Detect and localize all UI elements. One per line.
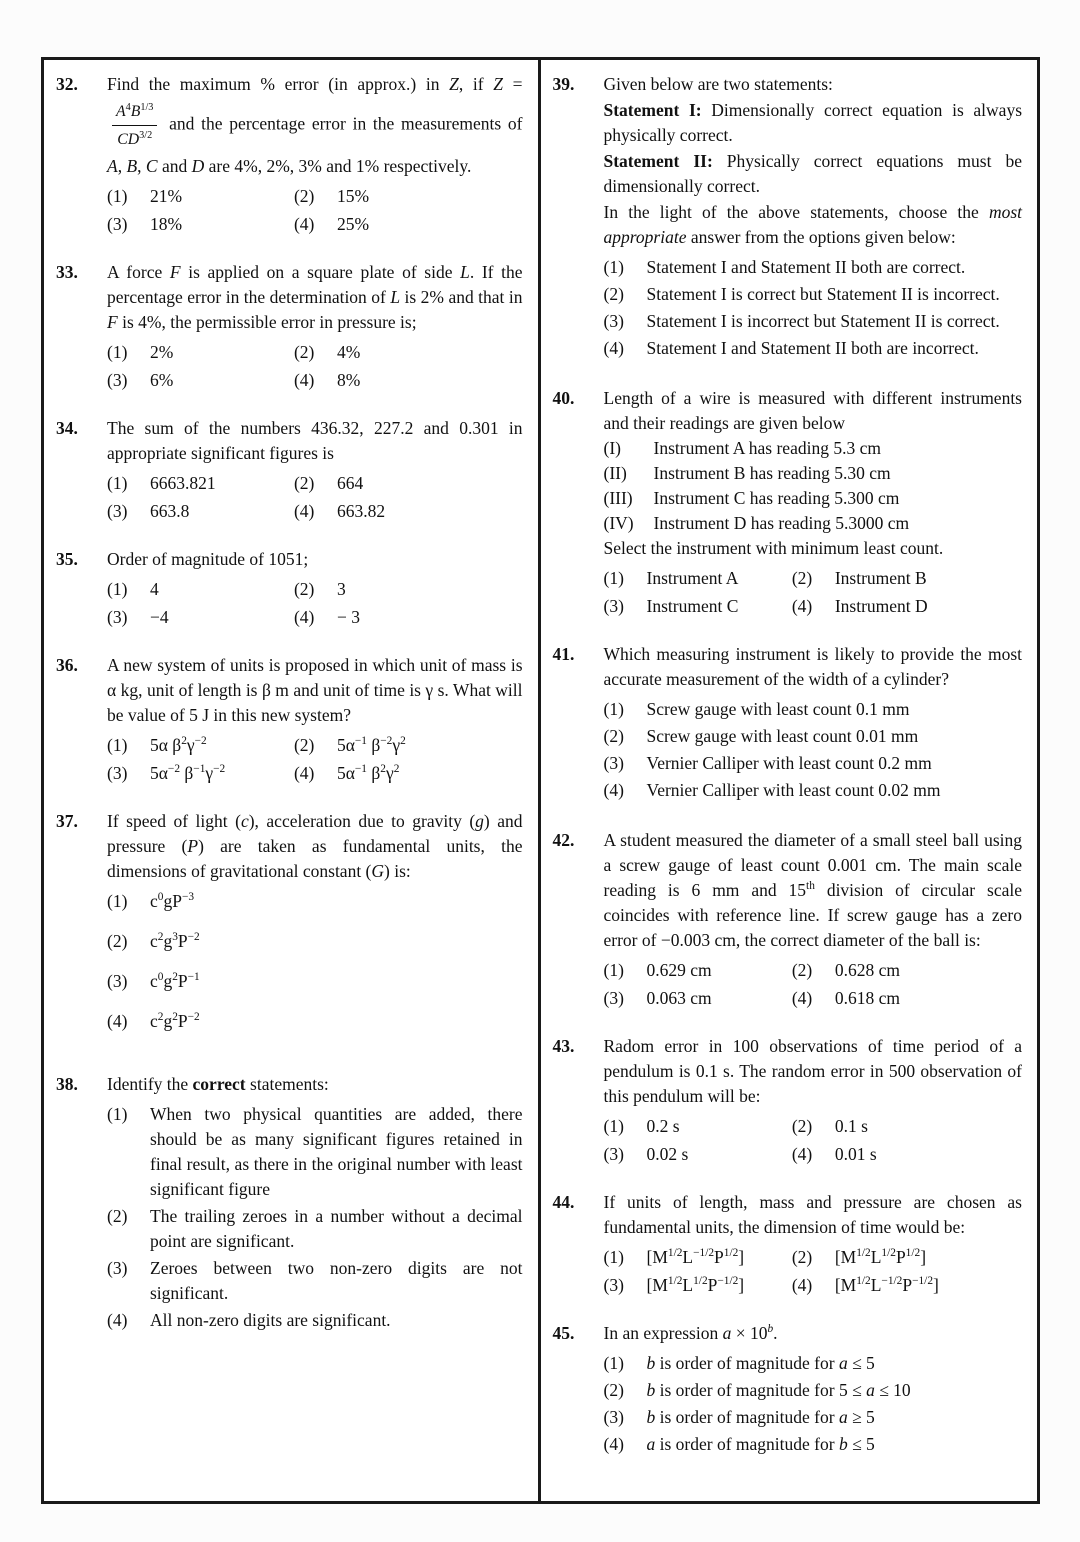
column-right	[541, 60, 1038, 1501]
option-text: Instrument D	[834, 596, 928, 616]
question-text: Identify the correct statements:	[107, 1074, 329, 1094]
option	[604, 986, 792, 1011]
option-text: 0.628 cm	[834, 960, 900, 980]
option-text: Instrument A	[646, 568, 739, 588]
option	[107, 1204, 523, 1254]
option-text: 6%	[150, 370, 174, 390]
option-text: $[M^{1/2}L^{-1/2}P^{-1/2}]$	[834, 1275, 939, 1295]
question-q40	[553, 386, 1023, 619]
option	[107, 1256, 523, 1306]
option-label: (2)	[107, 931, 128, 951]
question-number: 44.	[552, 1192, 575, 1212]
question-q43	[553, 1034, 1023, 1167]
option-label: (3)	[603, 596, 624, 616]
options	[604, 697, 1023, 803]
option-label: (2)	[603, 726, 624, 746]
option	[604, 255, 1023, 280]
statement-text: Instrument D has reading 5.3000 cm	[653, 513, 910, 533]
question-number: 32.	[56, 74, 78, 94]
option-text: Statement I and Statement II both are incorrect.	[646, 338, 979, 358]
option	[294, 212, 523, 237]
option-label: (3)	[603, 311, 624, 331]
option-text: a is order of magnitude for b ≤ 5	[646, 1434, 875, 1454]
question-text: Statement II: Physically correct equations must be dimensionally correct.	[603, 151, 1022, 196]
option	[604, 1114, 792, 1139]
options	[604, 255, 1023, 361]
option	[107, 499, 294, 524]
option	[294, 340, 523, 365]
option	[604, 282, 1023, 307]
question-body	[604, 1034, 1023, 1167]
option	[604, 1351, 1023, 1376]
option-label: (4)	[293, 607, 315, 627]
option-label: (2)	[791, 1247, 813, 1267]
option-text: $5\alpha^{-1}$ $\beta^2\gamma^2$	[336, 763, 400, 783]
option	[107, 577, 294, 602]
option	[107, 184, 294, 209]
question-q35	[56, 547, 523, 630]
question-number: 36.	[56, 655, 78, 675]
option-label: (2)	[603, 284, 624, 304]
option-text: $5\alpha^{-1}$ $\beta^{-2}\gamma^2$	[336, 735, 406, 755]
option-text: All non-zero digits are significant.	[150, 1310, 391, 1330]
option	[792, 1142, 1022, 1167]
option-label: (3)	[603, 753, 624, 773]
option	[604, 336, 1023, 361]
option-label: (3)	[107, 214, 128, 234]
option	[294, 184, 523, 209]
option-text: 25%	[336, 214, 370, 234]
question-number: 39.	[552, 74, 575, 94]
option	[604, 1142, 792, 1167]
option-label: (4)	[603, 338, 624, 358]
option	[107, 1009, 523, 1034]
option-text: 4%	[336, 342, 361, 362]
option-text: 0.01 s	[834, 1144, 877, 1164]
question-text: Select the instrument with minimum least count.	[603, 538, 944, 558]
question-number: 41.	[552, 644, 575, 664]
option-text: $[M^{1/2}L^{1/2}P^{-1/2}]$	[646, 1275, 745, 1295]
option-label: (1)	[603, 699, 624, 719]
option-label: (1)	[603, 960, 624, 980]
option	[792, 1114, 1022, 1139]
option-text: Statement I is correct but Statement II is incorrect.	[646, 284, 1000, 304]
question-number: 37.	[56, 811, 78, 831]
option-text: 0.618 cm	[834, 988, 900, 1008]
option	[604, 1245, 792, 1270]
question-body	[604, 1190, 1023, 1298]
question-text: A force F is applied on a square plate of side L. If the percentage error in the determination of L is 2% and that in F is 4%, the permissible error in pressure is;	[107, 262, 523, 332]
option	[604, 724, 1023, 749]
question-number: 42.	[552, 830, 575, 850]
option-label: (4)	[293, 501, 315, 521]
option-text: Screw gauge with least count 0.1 mm	[646, 699, 910, 719]
option	[604, 751, 1023, 776]
option-text: 3	[336, 579, 346, 599]
question-number: 45.	[552, 1323, 575, 1343]
option-label: (4)	[791, 988, 813, 1008]
option-text: b is order of magnitude for a ≤ 5	[646, 1353, 875, 1373]
option	[107, 605, 294, 630]
option	[294, 577, 523, 602]
option	[294, 368, 523, 393]
options	[604, 1351, 1023, 1457]
option-label: (2)	[293, 342, 315, 362]
option-label: (4)	[293, 370, 315, 390]
option-text: $c^2g^3P^{-2}$	[150, 931, 200, 951]
option	[107, 1308, 523, 1333]
option-text: Vernier Calliper with least count 0.2 mm	[646, 753, 932, 773]
option-label: (1)	[107, 579, 128, 599]
options	[107, 889, 523, 1034]
question-text: Given below are two statements:	[603, 74, 833, 94]
option-text: When two physical quantities are added, there should be as many significant figures retained in final result, as there in the original number with least significant figure	[150, 1104, 523, 1199]
option	[604, 566, 792, 591]
statement-label: (IV)	[603, 513, 634, 533]
option	[107, 1102, 523, 1202]
option-text: 15%	[336, 186, 370, 206]
question-number: 43.	[552, 1036, 575, 1056]
question-text: Statement I: Dimensionally correct equation is always physically correct.	[603, 100, 1023, 145]
question-body	[604, 1321, 1023, 1459]
options	[604, 1114, 1023, 1167]
option-text: 8%	[336, 370, 361, 390]
option	[604, 594, 792, 619]
options	[107, 184, 523, 237]
statement-label: (III)	[603, 488, 633, 508]
option	[792, 566, 1022, 591]
question-body	[107, 1072, 523, 1335]
option-text: Instrument C	[646, 596, 739, 616]
statement-text: Instrument C has reading 5.300 cm	[653, 488, 900, 508]
option-text: 6663.821	[150, 473, 216, 493]
option-label: (3)	[603, 988, 624, 1008]
statement-text: Instrument B has reading 5.30 cm	[653, 463, 891, 483]
option	[107, 969, 523, 994]
option-text: 664	[336, 473, 364, 493]
statement-label: (I)	[603, 438, 621, 458]
question-body	[107, 653, 523, 786]
option-text: b is order of magnitude for 5 ≤ a ≤ 10	[646, 1380, 911, 1400]
option	[294, 471, 523, 496]
option-label: (4)	[791, 596, 813, 616]
option-text: 18%	[150, 214, 183, 234]
option-label: (2)	[293, 473, 315, 493]
option	[107, 212, 294, 237]
option	[604, 1405, 1023, 1430]
option-text: 0.063 cm	[646, 988, 712, 1008]
option-label: (4)	[603, 1434, 624, 1454]
statement-item	[604, 461, 1023, 486]
question-body	[107, 547, 523, 630]
option	[604, 778, 1023, 803]
option-text: Vernier Calliper with least count 0.02 mm	[646, 780, 941, 800]
option-label: (3)	[603, 1144, 624, 1164]
question-q32	[56, 72, 523, 237]
question-text: Order of magnitude of 1051;	[107, 549, 309, 569]
option-label: (4)	[791, 1275, 813, 1295]
option-text: The trailing zeroes in a number without a decimal point are significant.	[150, 1206, 523, 1251]
option	[792, 1273, 1022, 1298]
option-label: (4)	[107, 1011, 128, 1031]
option-text: 4	[150, 579, 159, 599]
option	[294, 733, 523, 758]
options	[107, 471, 523, 524]
option	[294, 499, 523, 524]
question-text: In an expression $a \times 10^b$.	[603, 1323, 778, 1343]
option-label: (2)	[603, 1380, 624, 1400]
option-text: $c^2g^2P^{-2}$	[150, 1011, 200, 1031]
statement-item	[604, 511, 1023, 536]
question-q37	[56, 809, 523, 1049]
option-label: (2)	[293, 186, 315, 206]
options	[107, 577, 523, 630]
option-label: (1)	[603, 1116, 624, 1136]
option-label: (1)	[107, 473, 128, 493]
question-number: 38.	[56, 1074, 78, 1094]
option-label: (1)	[107, 342, 128, 362]
option-text: Statement I is incorrect but Statement II is correct.	[646, 311, 1000, 331]
option-text: $[M^{1/2}L^{1/2}P^{1/2}]$	[834, 1247, 927, 1267]
option-label: (1)	[107, 735, 128, 755]
option	[107, 368, 294, 393]
column-left	[44, 60, 541, 1501]
option-label: (2)	[293, 579, 315, 599]
option-text: 663.82	[336, 501, 386, 521]
option-label: (2)	[107, 1206, 128, 1226]
option-label: (1)	[107, 186, 128, 206]
question-q45	[553, 1321, 1023, 1459]
question-body	[604, 386, 1023, 619]
question-number: 34.	[56, 418, 78, 438]
option	[604, 309, 1023, 334]
option	[294, 605, 523, 630]
option-text: 663.8	[150, 501, 190, 521]
option-text: $c^0g^2P^{-1}$	[150, 971, 200, 991]
question-body	[107, 72, 523, 237]
option-label: (3)	[107, 1258, 128, 1278]
statement-item	[604, 486, 1023, 511]
question-q44	[553, 1190, 1023, 1298]
option-text: 0.1 s	[834, 1116, 868, 1136]
option-label: (1)	[603, 1353, 624, 1373]
option-text: 0.02 s	[646, 1144, 689, 1164]
question-body	[107, 416, 523, 524]
option-text: Statement I and Statement II both are correct.	[646, 257, 966, 277]
option-text: 5α $\beta^2\gamma^{-2}$	[150, 735, 207, 755]
option	[792, 986, 1022, 1011]
option-text: 21%	[150, 186, 183, 206]
option-label: (1)	[603, 568, 624, 588]
option-text: b is order of magnitude for a ≥ 5	[646, 1407, 875, 1427]
question-number: 33.	[56, 262, 78, 282]
option	[107, 761, 294, 786]
option-text: − 3	[336, 607, 360, 627]
option	[604, 1432, 1023, 1457]
question-body	[107, 809, 523, 1049]
option	[107, 733, 294, 758]
question-text: Which measuring instrument is likely to provide the most accurate measurement of the width of a cylinder?	[603, 644, 1022, 689]
question-body	[107, 260, 523, 393]
option-label: (2)	[791, 568, 813, 588]
statement-item	[604, 436, 1023, 461]
option-label: (3)	[107, 607, 128, 627]
statement-text: Instrument A has reading 5.3 cm	[653, 438, 881, 458]
question-q41	[553, 642, 1023, 805]
question-text: Find the maximum % error (in approx.) in Z, if Z = $\frac{A^4B^{1/3}}{CD^{3/2}}$ and the percentage error in the measurements of A, B, C and D are 4%, 2%, 3% and 1% respectively.	[107, 74, 523, 176]
question-number: 40.	[552, 388, 575, 408]
option-label: (2)	[293, 735, 315, 755]
option-label: (1)	[107, 891, 128, 911]
option	[792, 1245, 1022, 1270]
question-q34	[56, 416, 523, 524]
option-label: (4)	[293, 214, 315, 234]
options	[107, 1102, 523, 1333]
option-label: (1)	[603, 1247, 624, 1267]
exam-sheet	[41, 57, 1040, 1504]
option-label: (4)	[107, 1310, 128, 1330]
option	[792, 958, 1022, 983]
option-label: (3)	[107, 971, 128, 991]
question-q36	[56, 653, 523, 786]
option-label: (3)	[603, 1275, 624, 1295]
option-text: $[M^{1/2}L^{-1/2}P^{1/2}]$	[646, 1247, 745, 1267]
question-q42	[553, 828, 1023, 1011]
option-label: (3)	[603, 1407, 624, 1427]
option-text: Zeroes between two non-zero digits are not significant.	[150, 1258, 523, 1303]
question-text: If units of length, mass and pressure are chosen as fundamental units, the dimension of time would be:	[603, 1192, 1022, 1237]
option-label: (2)	[791, 960, 813, 980]
options	[107, 733, 523, 786]
option	[107, 889, 523, 914]
option-text: $5\alpha^{-2}$ $\beta^{-1}\gamma^{-2}$	[150, 763, 226, 783]
option-text: $c^0gP^{-3}$	[150, 891, 195, 911]
question-body	[604, 72, 1023, 363]
question-text: The sum of the numbers 436.32, 227.2 and 0.301 in appropriate significant figures is	[107, 418, 523, 463]
option	[604, 958, 792, 983]
option-label: (2)	[791, 1116, 813, 1136]
question-text: In the light of the above statements, choose the most appropriate answer from the options given below:	[603, 202, 1022, 247]
option	[107, 929, 523, 954]
option-text: 0.2 s	[646, 1116, 680, 1136]
question-q38	[56, 1072, 523, 1335]
question-text: A new system of units is proposed in which unit of mass is α kg, unit of length is β m and unit of time is γ s. What will be value of 5 J in this new system?	[107, 655, 523, 725]
question-text: A student measured the diameter of a small steel ball using a screw gauge of least count 0.001 cm. The main scale reading is 6 mm and 15th division of circular scale coincides with reference line. If screw gauge has a zero error of −0.003 cm, the correct diameter of the ball is:	[603, 830, 1022, 950]
option-label: (4)	[293, 763, 315, 783]
option-label: (4)	[603, 780, 624, 800]
option-text: Instrument B	[834, 568, 927, 588]
options	[604, 566, 1023, 619]
option	[107, 340, 294, 365]
option-text: −4	[150, 607, 169, 627]
option-text: 0.629 cm	[646, 960, 712, 980]
option-text: 2%	[150, 342, 174, 362]
option-label: (1)	[603, 257, 624, 277]
option	[107, 471, 294, 496]
question-q33	[56, 260, 523, 393]
statement-label: (II)	[603, 463, 627, 483]
option-label: (3)	[107, 763, 128, 783]
option	[604, 1378, 1023, 1403]
option	[604, 697, 1023, 722]
question-number: 35.	[56, 549, 78, 569]
option	[294, 761, 523, 786]
question-body	[604, 828, 1023, 1011]
question-q39	[553, 72, 1023, 363]
question-text: If speed of light (c), acceleration due to gravity (g) and pressure (P) are taken as fundamental units, the dimensions of gravitational constant (G) is:	[107, 811, 523, 881]
question-text: Length of a wire is measured with different instruments and their readings are given below	[603, 388, 1022, 433]
option-label: (3)	[107, 501, 128, 521]
options	[604, 1245, 1023, 1298]
options	[107, 340, 523, 393]
option	[604, 1273, 792, 1298]
option	[792, 594, 1022, 619]
option-label: (4)	[791, 1144, 813, 1164]
question-text: Radom error in 100 observations of time period of a pendulum is 0.1 s. The random error in 500 observation of this pendulum will be:	[603, 1036, 1022, 1106]
question-body	[604, 642, 1023, 805]
option-label: (1)	[107, 1104, 128, 1124]
option-text: Screw gauge with least count 0.01 mm	[646, 726, 919, 746]
options	[604, 958, 1023, 1011]
option-label: (3)	[107, 370, 128, 390]
